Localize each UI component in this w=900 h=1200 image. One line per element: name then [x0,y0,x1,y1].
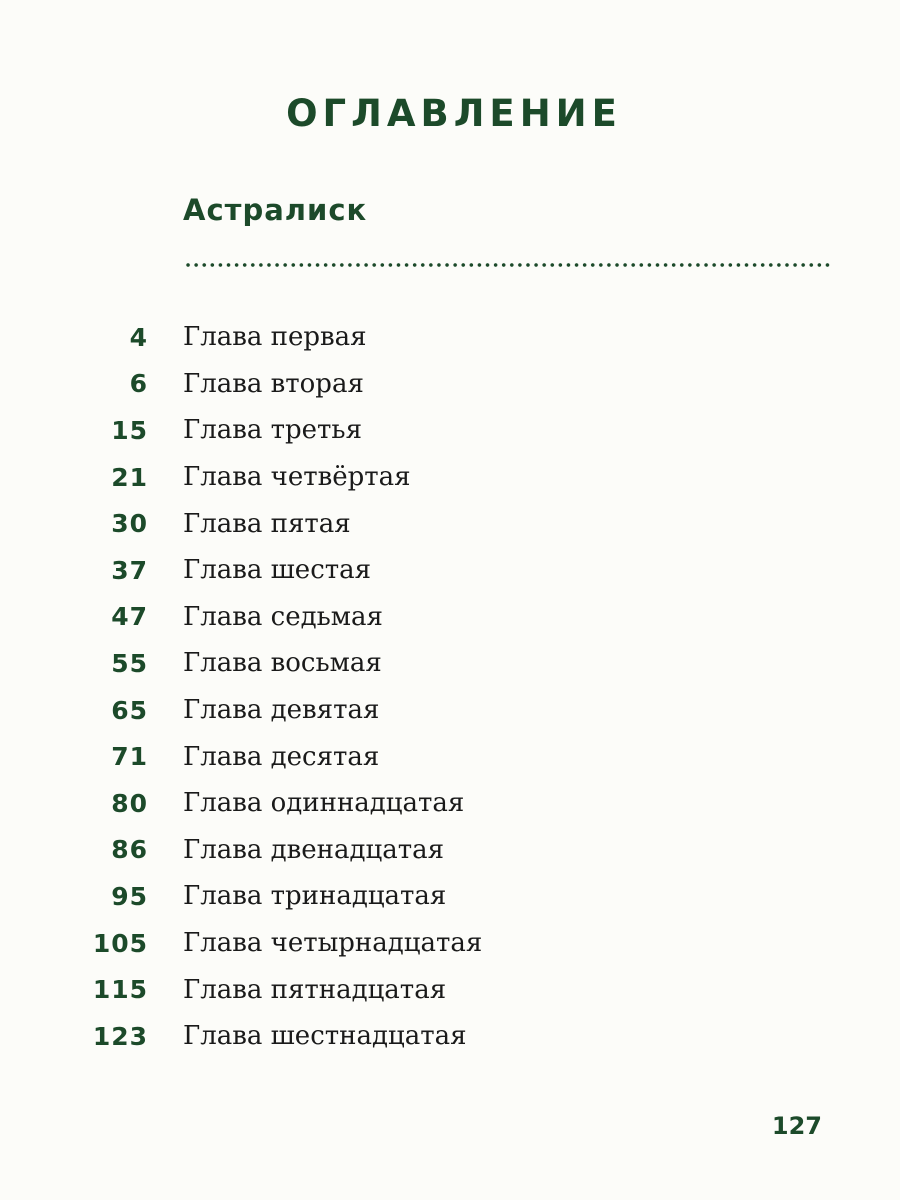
toc-entry[interactable] [0,361,900,408]
toc-entry-page: 4 [129,322,148,352]
toc-list [0,314,900,1060]
toc-entry-title: Глава первая [183,322,367,353]
toc-entry-page: 80 [111,788,148,818]
toc-heading: ОГЛАВЛЕНИЕ [286,92,622,135]
toc-entry[interactable] [0,966,900,1013]
section-title: Астралиск [183,193,368,227]
toc-entry-title: Глава пятая [183,508,351,539]
dotted-divider [184,262,832,268]
toc-entry-title: Глава пятнадцатая [183,974,447,1005]
toc-entry[interactable] [0,733,900,780]
toc-entry[interactable] [0,454,900,501]
toc-entry[interactable] [0,314,900,361]
toc-entry-page: 30 [111,509,148,539]
toc-entry[interactable] [0,594,900,641]
toc-entry-title: Глава одиннадцатая [183,788,465,819]
toc-entry[interactable] [0,407,900,454]
toc-entry-page: 65 [111,695,148,725]
toc-entry[interactable] [0,500,900,547]
toc-entry-title: Глава восьмая [183,648,382,679]
toc-entry-title: Глава четырнадцатая [183,928,483,959]
toc-entry[interactable] [0,780,900,827]
toc-entry-title: Глава седьмая [183,601,383,632]
toc-entry-title: Глава шестнадцатая [183,1021,467,1052]
toc-entry-page: 105 [92,928,148,958]
toc-entry[interactable] [0,920,900,967]
toc-entry[interactable] [0,687,900,734]
toc-entry-page: 71 [111,742,148,772]
toc-entry-page: 21 [111,462,148,492]
page-number: 127 [771,1112,822,1140]
toc-entry-title: Глава десятая [183,741,380,772]
toc-entry[interactable] [0,547,900,594]
toc-entry-title: Глава двенадцатая [183,834,445,865]
toc-entry[interactable] [0,827,900,874]
toc-entry-title: Глава тринадцатая [183,881,447,912]
toc-entry-title: Глава третья [183,415,362,446]
toc-entry-page: 6 [129,369,148,399]
toc-entry-title: Глава шестая [183,555,372,586]
toc-entry[interactable] [0,1013,900,1060]
toc-entry-page: 47 [111,602,148,632]
toc-entry-title: Глава четвёртая [183,462,411,493]
toc-entry-page: 115 [92,975,148,1005]
toc-entry[interactable] [0,640,900,687]
toc-entry-title: Глава вторая [183,368,364,399]
toc-entry-page: 37 [111,555,148,585]
toc-entry-page: 86 [111,835,148,865]
toc-entry-page: 123 [92,1021,148,1051]
toc-entry[interactable] [0,873,900,920]
toc-entry-page: 95 [111,881,148,911]
toc-entry-page: 55 [111,648,148,678]
toc-entry-title: Глава девятая [183,695,380,726]
toc-entry-page: 15 [111,415,148,445]
